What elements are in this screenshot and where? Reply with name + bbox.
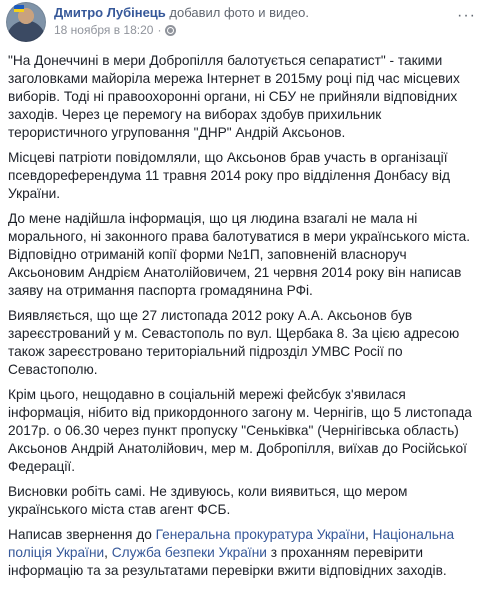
- timestamp-line: [54, 23, 309, 37]
- link-prosecutor-general[interactable]: Генеральна прокуратура України: [155, 527, 366, 542]
- post-paragraph-7: [8, 526, 478, 580]
- separator: ,: [365, 527, 373, 542]
- post-paragraph-2: Місцеві патріоти повідомляли, що Аксьонов брав участь в організації псевдореферендума 11 травня 2014 року про відділення Донбасу від України.: [8, 150, 451, 201]
- link-security-service[interactable]: Служба безпеки України: [111, 545, 267, 560]
- author-name[interactable]: Дмитро Лубінець: [54, 5, 166, 20]
- post-paragraph-6: Висновки робіть самі. Не здивуюсь, коли виявиться, що мером українського міста став агент ФСБ.: [8, 484, 408, 517]
- post-paragraph-4: Виявляється, що ще 27 листопада 2012 року А.А. Аксьонов був зареєстрований у м. Севастополь по вул. Щербака 8. За цією адресою також зареєстровано територіальний підрозділ УМВС Росії по Севастополю.: [8, 308, 460, 377]
- post-meta: [54, 2, 309, 37]
- author-avatar[interactable]: [6, 2, 46, 42]
- author-line: [54, 5, 309, 20]
- post-body: [8, 52, 478, 587]
- post-paragraph-1: "На Донеччині в мери Добропілля балотується сепаратист" - такими заголовками майоріла мережа Інтернет в 2015му році під час місцевих виборів. Тоді ні правоохоронні органи, ні СБУ не прийняли відповідних заходів. Через це перемогу на виборах здобув прихильник терористичного угруповання "ДНР" Андрій Аксьонов.: [8, 53, 460, 140]
- separator: ,: [104, 545, 112, 560]
- link-national-police[interactable]: Національна поліція України: [8, 527, 455, 560]
- post-paragraph-3: До мене надійшла інформація, що ця людина взагалі не мала ні морального, ні законного права балотуватися в мери українського міста. Відповідно отриманій копії форми №1П, заповненій власноруч Аксьоновим Андрієм Анатолійовичем, 21 червня 2014 року він написав заяву на отримання паспорта громадянина РФі.: [8, 211, 470, 298]
- globe-icon[interactable]: [165, 25, 176, 36]
- post-action: добавил фото и видео.: [169, 5, 309, 20]
- post-timestamp[interactable]: 18 ноября в 18:20: [54, 23, 154, 37]
- timestamp-separator: ·: [157, 23, 162, 37]
- appeal-outro: з проханням перевірити інформацію та за результатами перевірки вжити відповідних заходів.: [8, 545, 447, 578]
- ukraine-flag-icon: [14, 5, 24, 12]
- post-paragraph-5: Крім цього, нещодавно в соціальній мережі фейсбук з'явилася інформація, нібито від прикордонного загону м. Чернігів, що 5 листопада 2017р. о 06.30 через пункт пропуску "Сеньківка" (Чернігівська область) Аксьонов Андрій Анатолійович, мер м. Добропілля, виїхав до Російської Федерації.: [8, 387, 472, 474]
- post-header: [6, 2, 309, 44]
- more-options-button[interactable]: ···: [457, 7, 476, 24]
- appeal-intro: Написав звернення до: [8, 527, 156, 542]
